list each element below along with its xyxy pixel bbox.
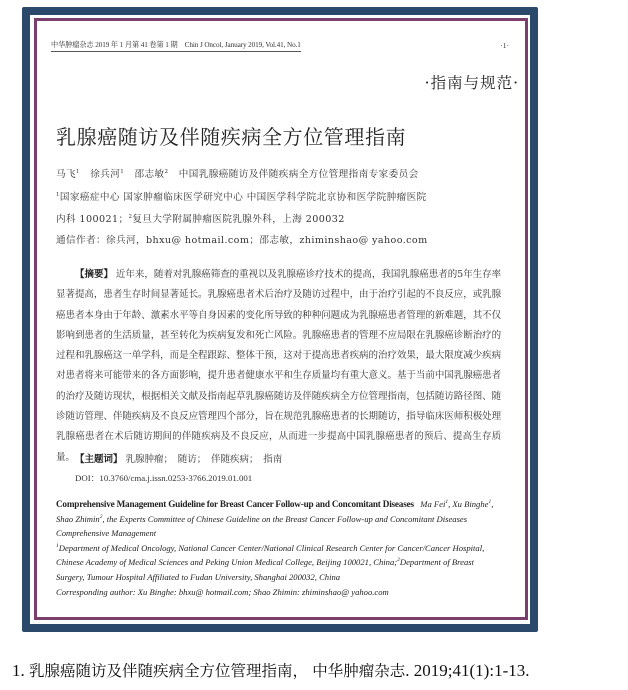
english-correspondence: Corresponding author: Xu Binghe: bhxu@ hotmail.com; Shao Zhimin: zhiminshao@ yahoo.com: [56, 586, 389, 597]
english-authors: , the Experts Committee of Chinese Guideline on the Breast Cancer Follow-up and Concomitant Diseases Comprehensive Management: [56, 513, 468, 539]
abstract: [56, 265, 501, 468]
citation-number: 1.: [12, 661, 25, 680]
reference-citation: 1. 乳腺癌随访及伴随疾病全方位管理指南， 中华肿瘤杂志. 2019;41(1):1-13.: [12, 661, 530, 680]
article-page: [34, 18, 528, 620]
abstract-label: 【摘要】: [75, 269, 113, 280]
keywords-line: [75, 451, 282, 465]
page-number: ·1·: [500, 41, 509, 50]
committee-name: 中国乳腺癌随访及伴随疾病全方位管理指南专家委员会: [178, 169, 419, 180]
english-affiliations: $^1$Department of Medical Oncology, National Cancer Center/National Clinical Research Center for Cancer/Cancer Hospital, Chinese Academy of Medical Sciences and Peking Union Medical College, Beijing 100021, China;$^2$Department of Breast Surgery, Tumour Hospital Affiliated to Fudan University, Shanghai 200032, China: [56, 542, 485, 582]
keywords-label: 【主题词】: [75, 454, 123, 465]
citation-details: . 2019;41(1):1-13.: [405, 661, 530, 680]
keywords: 乳腺肿瘤； 随访； 伴随疾病； 指南: [125, 454, 283, 465]
correspondence-line: 通信作者：徐兵河，bhxu@ hotmail.com；邵志敏，zhiminshao@ yahoo.com: [56, 235, 428, 246]
article-title: 乳腺癌随访及伴随疾病全方位管理指南: [56, 125, 407, 149]
author-line: 马飞$^1$ 徐兵河$^1$ 邵志敏$^2$ 中国乳腺癌随访及伴随疾病全方位管理指南专家委员会: [56, 168, 419, 180]
doi: DOI：10.3760/cma.j.issn.0253-3766.2019.01.001: [75, 473, 253, 483]
english-title: Comprehensive Management Guideline for Breast Cancer Follow-up and Concomitant Diseases: [56, 499, 414, 509]
author-name: 邵志敏: [134, 169, 165, 180]
author-name: 马飞: [56, 169, 76, 180]
abstract-text: 近年来，随着对乳腺癌筛查的重视以及乳腺癌诊疗技术的提高，我国乳腺癌患者的5年生存率显著提高，患者生存时间显著延长。乳腺癌患者术后治疗及随访过程中，由于治疗引起的不良反应，或乳腺癌患者本身由于年龄、激素水平等自身因素的变化所导致的种种问题成为乳腺癌患者管理的新难题，其不仅影响到患者的生活质量，甚至转化为疾病复发和死亡风险。乳腺癌患者的管理不应局限在乳腺癌诊断治疗的过程和乳腺癌这一单学科，而是全程跟踪、整体干预，这对于提高患者疾病的治疗效果，最大限度减少疾病对患者将来可能带来的各方面影响，提升患者健康水平和生存质量均有重大意义。基于当前中国乳腺癌患者的治疗及随访现状，根据相关文献及指南起草乳腺癌随访及伴随疾病全方位管理指南，包括随访路径图、随诊随访管理、伴随疾病及不良反应管理四个部分，旨在规范乳腺癌患者的长期随访，指导临床医师积极处理乳腺癌患者在术后随访期间的伴随疾病及不良反应，从而进一步提高中国乳腺癌患者的预后、提高生存质量。: [56, 269, 501, 463]
author-name: 徐兵河: [90, 169, 121, 180]
citation-journal: 中华肿瘤杂志: [312, 662, 406, 680]
english-abstract-header: Comprehensive Management Guideline for Breast Cancer Follow-up and Concomitant Diseases Ma Fei$^1$, Xu Binghe$^1$, Shao Zhimin$^2$, the Experts Committee of Chinese Guideline on the Breast Cancer Follow-up and Concomitant Diseases Comprehensive Management $^1$Department of Medical Oncology, National Cancer Center/National Clinical Research Center for Cancer/Cancer Hospital, Chinese Academy of Medical Sciences and Peking Union Medical College, Beijing 100021, China;$^2$Department of Breast Surgery, Tumour Hospital Affiliated to Fudan University, Shanghai 200032, China Corresponding author: Xu Binghe: bhxu@ hotmail.com; Shao Zhimin: zhiminshao@ yahoo.com: [56, 497, 496, 599]
affiliation-line: $^1$国家癌症中心 国家肿瘤临床医学研究中心 中国医学科学院北京协和医学院肿瘤医院: [56, 191, 427, 203]
running-header: 中华肿瘤杂志 2019 年 1 月第 41 卷第 1 期 Chin J Oncol, January 2019, Vol.41, No.1: [51, 40, 301, 52]
section-tag: ·指南与规范·: [424, 74, 519, 92]
affiliation-line: 内科 100021；$^2$复旦大学附属肿瘤医院乳腺外科，上海 200032: [56, 213, 345, 225]
citation-title: 乳腺癌随访及伴随疾病全方位管理指南: [29, 662, 293, 680]
